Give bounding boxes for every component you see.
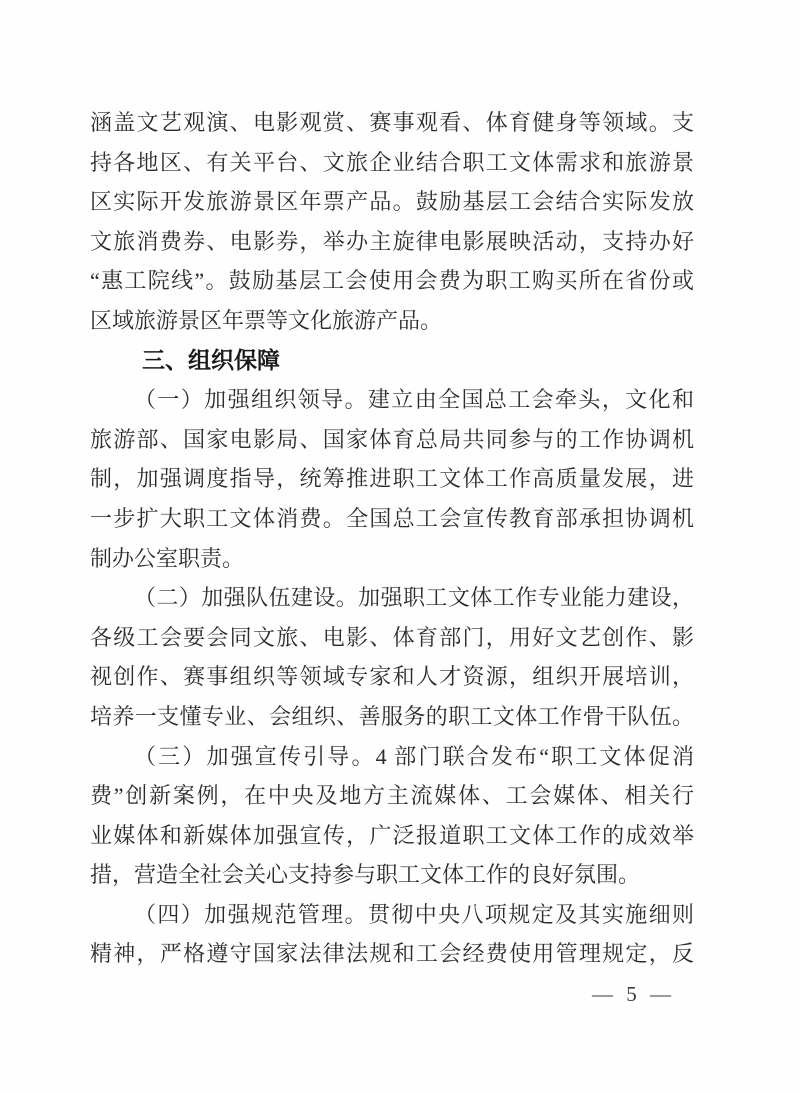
section-heading: 三、组织保障 (142, 346, 280, 373)
text-line: （二）加强队伍建设。加强职工文体工作专业能力建设， (134, 585, 694, 611)
text-line: 区域旅游景区年票等文化旅游产品。 (90, 307, 443, 333)
text-line: 业媒体和新媒体加强宣传，广泛报道职工文体工作的成效举 (90, 822, 694, 848)
text-line: 费”创新案例，在中央及地方主流媒体、工会媒体、相关行 (90, 783, 694, 809)
text-line: 视创作、赛事组织等领域专家和人才资源，组织开展培训， (90, 664, 694, 690)
text-line: 旅游部、国家电影局、国家体育总局共同参与的工作协调机 (90, 426, 694, 452)
text-line: （三）加强宣传引导。4 部门联合发布“职工文体促消 (134, 743, 694, 769)
text-line: （四）加强规范管理。贯彻中央八项规定及其实施细则 (134, 901, 694, 927)
text-line: 文旅消费券、电影券，举办主旋律电影展映活动，支持办好 (90, 228, 694, 254)
text-line: 各级工会要会同文旅、电影、体育部门，用好文艺创作、影 (90, 624, 694, 650)
text-line: “惠工院线”。鼓励基层工会使用会费为职工购买所在省份或 (90, 268, 694, 294)
text-line: 精神，严格遵守国家法律法规和工会经费使用管理规定，反 (90, 941, 694, 967)
text-line: 制办公室职责。 (90, 545, 245, 571)
text-line: 制，加强调度指导，统筹推进职工文体工作高质量发展，进 (90, 466, 694, 492)
document-body (90, 103, 694, 974)
text-line: 涵盖文艺观演、电影观赏、赛事观看、体育健身等领域。支 (90, 110, 694, 135)
text-line: 一步扩大职工文体消费。全国总工会宣传教育部承担协调机 (90, 505, 694, 531)
text-line: 措，营造全社会关心支持参与职工文体工作的良好氛围。 (90, 862, 641, 888)
text-line: （一）加强组织领导。建立由全国总工会牵头，文化和 (134, 387, 694, 413)
text-line: 培养一支懂专业、会组织、善服务的职工文体工作骨干队伍。 (90, 703, 694, 729)
text-line: 区实际开发旅游景区年票产品。鼓励基层工会结合实际发放 (90, 189, 694, 215)
text-line: 持各地区、有关平台、文旅企业结合职工文体需求和旅游景 (90, 149, 694, 175)
page-number: — 5 — (592, 982, 672, 1006)
